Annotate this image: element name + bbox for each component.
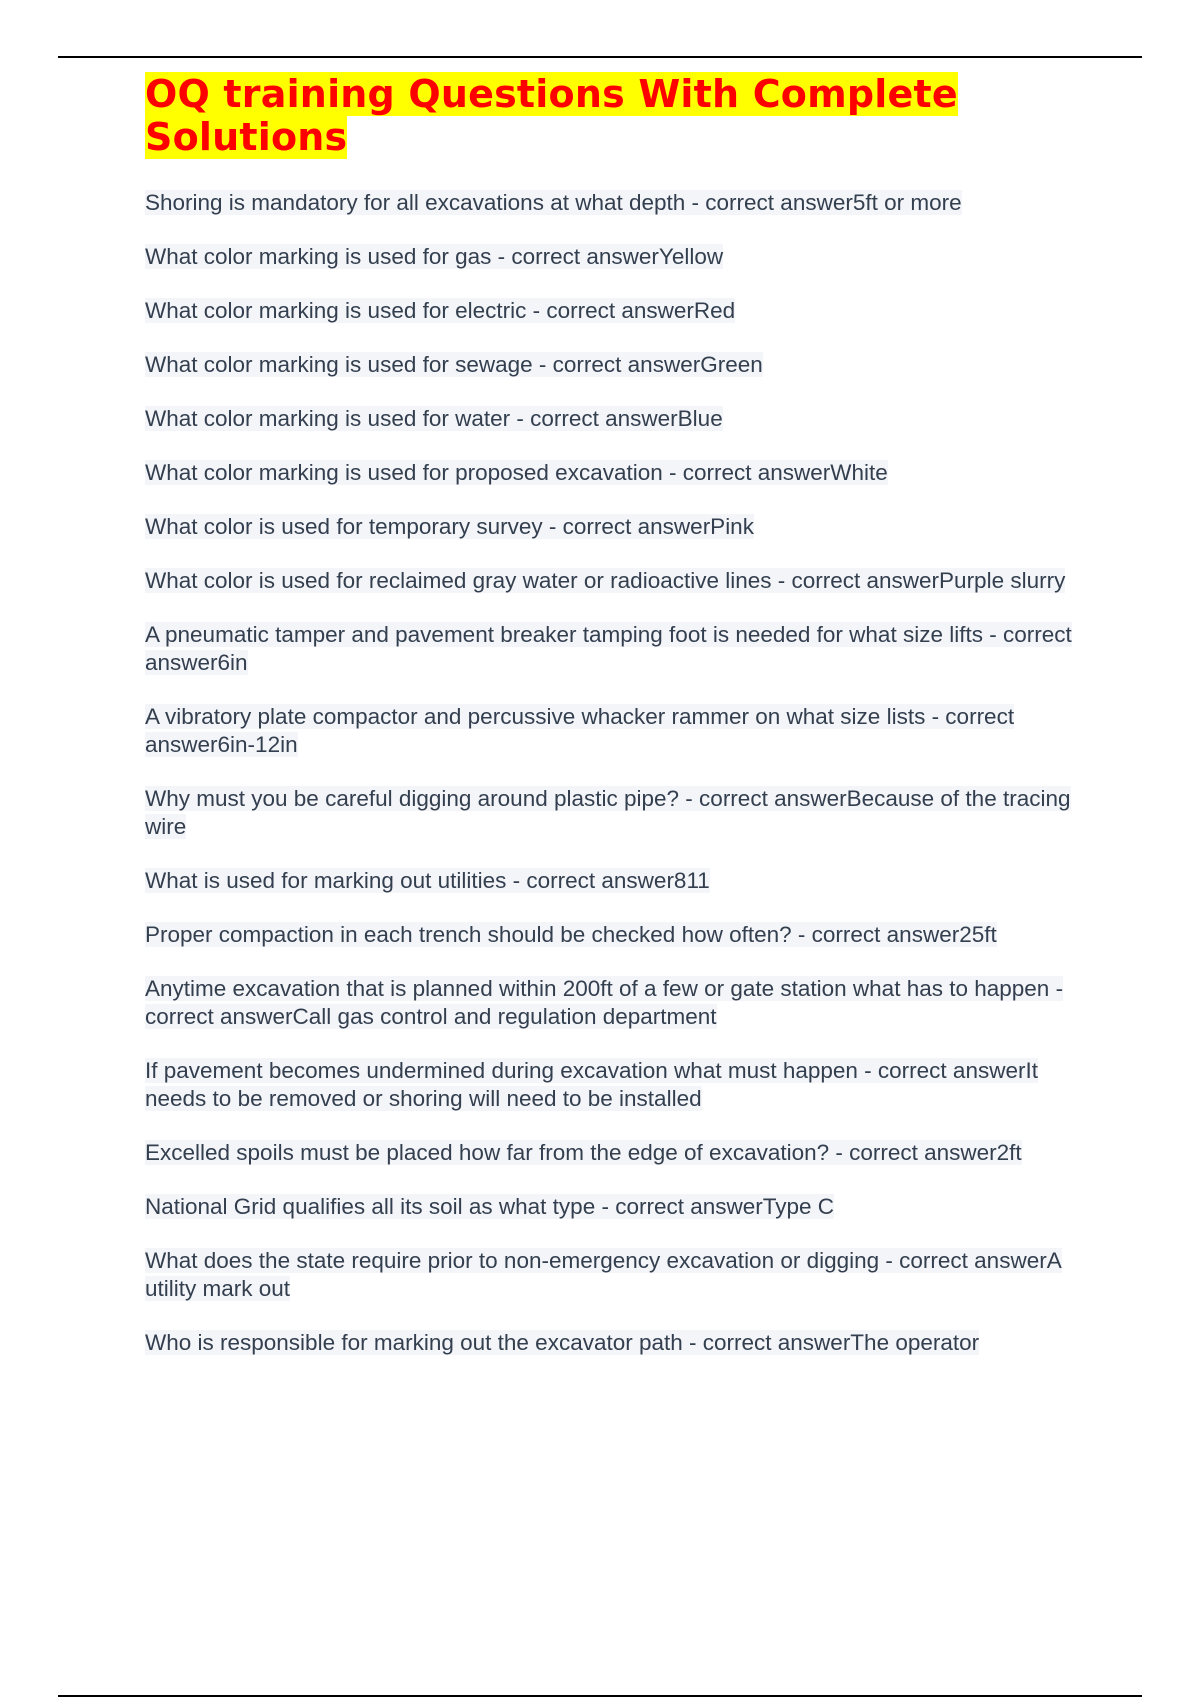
qa-item: Who is responsible for marking out the excavator path - correct answerThe operator	[145, 1330, 980, 1355]
qa-item: A vibratory plate compactor and percussive whacker rammer on what size lists - correct answer6in-12in	[145, 704, 1015, 757]
qa-item: National Grid qualifies all its soil as what type - correct answerType C	[145, 1194, 835, 1219]
qa-item: What color marking is used for gas - correct answerYellow	[145, 244, 724, 269]
qa-item: Excelled spoils must be placed how far from the edge of excavation? - correct answer2ft	[145, 1140, 1022, 1165]
qa-item: What color marking is used for water - correct answerBlue	[145, 406, 723, 431]
qa-item: A pneumatic tamper and pavement breaker tamping foot is needed for what size lifts - correct answer6in	[145, 622, 1072, 675]
qa-item: What color marking is used for proposed excavation - correct answerWhite	[145, 460, 888, 485]
top-rule	[58, 56, 1142, 58]
qa-item: What color marking is used for electric - correct answerRed	[145, 298, 736, 323]
qa-item: What color is used for temporary survey - correct answerPink	[145, 514, 754, 539]
qa-item: Anytime excavation that is planned within 200ft of a few or gate station what has to happen - correct answerCall gas control and regulation department	[145, 976, 1064, 1029]
qa-list	[145, 189, 1095, 1357]
document-body	[145, 73, 1095, 1383]
qa-item: Shoring is mandatory for all excavations at what depth - correct answer5ft or more	[145, 190, 962, 215]
qa-item: Why must you be careful digging around plastic pipe? - correct answerBecause of the tracing wire	[145, 786, 1071, 839]
document-title	[145, 73, 1095, 159]
qa-item: What color marking is used for sewage - correct answerGreen	[145, 352, 763, 377]
qa-item: What does the state require prior to non-emergency excavation or digging - correct answerA utility mark out	[145, 1248, 1062, 1301]
bottom-rule	[58, 1695, 1142, 1697]
qa-item: Proper compaction in each trench should be checked how often? - correct answer25ft	[145, 922, 997, 947]
title-text: OQ training Questions With Complete Solutions	[145, 72, 958, 159]
qa-item: If pavement becomes undermined during excavation what must happen - correct answerIt needs to be removed or shoring will need to be installed	[145, 1058, 1038, 1111]
qa-item: What color is used for reclaimed gray water or radioactive lines - correct answerPurple slurry	[145, 568, 1066, 593]
qa-item: What is used for marking out utilities - correct answer811	[145, 868, 710, 893]
